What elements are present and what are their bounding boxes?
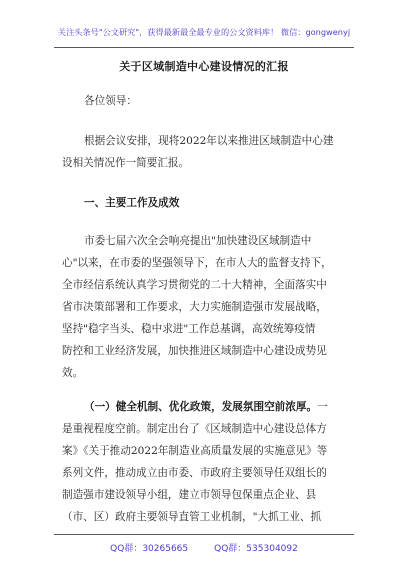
paragraph-line: 市委七届六次全会响亮提出"加快建设区域制造中 [84,235,312,247]
paragraph-line: 效。 [62,367,84,379]
promo-banner: 关注头条号"公文研究"，获得最新最全最专业的公文资料库！ 微信：gongwenyj [57,27,351,37]
paragraph-line: 坚持"稳字当头、稳中求进"工作总基调，高效统筹疫情 [62,323,316,335]
intro-line: 根据会议安排，现将2022年以来推进区域制造中心建 [84,135,334,147]
document-title: 关于区域制造中心建设情况的汇报 [119,60,289,73]
salutation: 各位领导： [84,95,137,107]
paragraph-line: 省市决策部署和工作要求，大力实施制造强市发展战略， [62,301,327,313]
intro-line: 设相关情况作一简要汇报。 [62,157,190,169]
paragraph-line: 案》《关于推动2022年制造业高质量发展的实施意见》等 [62,445,328,457]
footer [0,541,408,554]
subsection-heading-tail: 一 [317,401,328,413]
footer-divider [54,534,354,535]
header-divider [54,47,354,48]
paragraph-line: 系列文件，推动成立由市委、市政府主要领导任双组长的 [62,467,327,479]
subsection-heading-line [84,402,328,413]
paragraph-line: 心"以来，在市委的坚强领导下，在市人大的监督支持下， [62,257,332,269]
paragraph-line: 防控和工业经济发展，加快推进区域制造中心建设成势见 [62,345,327,357]
section-heading: 一、主要工作及成效 [84,197,180,209]
footer-qq-group-2: QQ群：535304092 [214,544,298,554]
subsection-heading: （一）健全机制、优化政策，发展氛围空前浓厚。 [84,401,318,413]
paragraph-line: （市、区）政府主要领导直管工业机制，"大抓工业、抓 [62,511,322,523]
paragraph-line: 全市经信系统认真学习贯彻党的二十大精神，全面落实中 [62,279,327,291]
paragraph-line: 是重视程度空前。制定出台了《区域制造中心建设总体方 [62,423,327,435]
footer-qq-group-1: QQ群：30265665 [110,544,189,554]
paragraph-line: 制造强市建设领导小组，建立市领导包保重点企业、县 [62,489,317,501]
